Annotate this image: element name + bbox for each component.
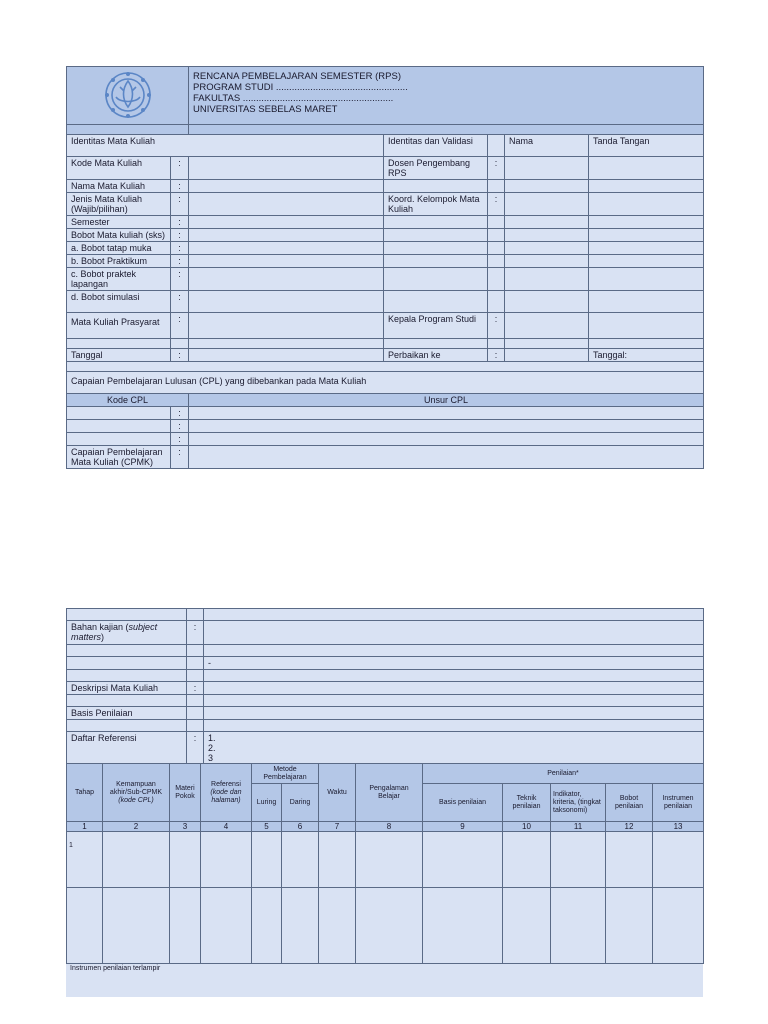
deskripsi-mk-field[interactable] (204, 682, 704, 695)
unsur-cpl-field[interactable] (189, 407, 704, 420)
colon: : (171, 349, 189, 362)
column-number: 11 (551, 822, 606, 832)
program-studi-line: PROGRAM STUDI .................................................. (193, 82, 408, 93)
kode-cpl-heading: Kode CPL (67, 394, 189, 407)
colon: : (171, 407, 189, 420)
column-number: 1 (67, 822, 103, 832)
bobot-mk-value[interactable] (189, 229, 384, 242)
bobot-tatap-muka-value[interactable] (189, 242, 384, 255)
kaprodi-nama-field[interactable] (505, 313, 589, 339)
column-number: 9 (423, 822, 503, 832)
table-cell[interactable] (503, 832, 551, 888)
colon: : (171, 180, 189, 193)
nama-mk-label: Nama Mata Kuliah (67, 180, 171, 193)
column-number: 3 (170, 822, 201, 832)
bullet-dash: - (204, 657, 704, 670)
column-number: 2 (103, 822, 170, 832)
tanda-tangan-column-heading: Tanda Tangan (589, 135, 704, 157)
tanggal-label: Tanggal (67, 349, 171, 362)
colon: : (171, 229, 189, 242)
table-row (67, 832, 704, 888)
column-number: 5 (252, 822, 282, 832)
tanggal-value[interactable] (189, 349, 384, 362)
bobot-praktek-lapangan-value[interactable] (189, 268, 384, 291)
bobot-mk-label: Bobot Mata kuliah (sks) (67, 229, 171, 242)
table-cell[interactable] (282, 888, 319, 964)
colon: : (171, 268, 189, 291)
colon: : (171, 313, 189, 339)
bobot-simulasi-value[interactable] (189, 291, 384, 313)
table-cell[interactable] (551, 888, 606, 964)
cpmk-label: Capaian Pembelajaran Mata Kuliah (CPMK) (67, 446, 171, 469)
daring-heading: Daring (282, 784, 319, 822)
basis-penilaian-heading: Basis penilaian (423, 784, 503, 822)
colon: : (488, 193, 505, 216)
colon: : (171, 291, 189, 313)
nama-column-heading: Nama (505, 135, 589, 157)
column-number: 4 (201, 822, 252, 832)
pengalaman-belajar-heading: Pengalaman Belajar (356, 764, 423, 822)
bobot-penilaian-heading: Bobot penilaian (606, 784, 653, 822)
colon: : (171, 255, 189, 268)
bahan-kajian-label: Bahan kajian (subject matters) (67, 621, 187, 645)
instrumen-footnote: Instrumen penilaian terlampir (66, 964, 703, 997)
bobot-tatap-muka-label: a. Bobot tatap muka (67, 242, 171, 255)
daftar-referensi-list[interactable] (204, 732, 704, 766)
teknik-penilaian-heading: Teknik penilaian (503, 784, 551, 822)
table-cell[interactable] (423, 888, 503, 964)
identitas-validasi-heading: Identitas dan Validasi (384, 135, 488, 157)
identitas-mk-heading: Identitas Mata Kuliah (67, 135, 384, 157)
koord-kelompok-label: Koord. Kelompok Mata Kuliah (384, 193, 488, 216)
table-cell[interactable] (606, 832, 653, 888)
bobot-simulasi-label: d. Bobot simulasi (67, 291, 171, 313)
bobot-praktikum-value[interactable] (189, 255, 384, 268)
column-number: 10 (503, 822, 551, 832)
colon: : (488, 157, 505, 180)
unsur-cpl-field[interactable] (189, 420, 704, 433)
column-number: 12 (606, 822, 653, 832)
indikator-heading: Indikator, kriteria, (tingkat taksonomi) (551, 784, 606, 822)
colon: : (488, 313, 505, 339)
table-cell[interactable] (103, 888, 170, 964)
basis-penilaian-field[interactable] (204, 707, 704, 720)
basis-penilaian-label: Basis Penilaian (67, 707, 187, 720)
table-cell[interactable] (356, 888, 423, 964)
referensi-item: 3 (208, 753, 214, 763)
column-number: 13 (653, 822, 704, 832)
rencana-pembelajaran-table (66, 763, 704, 964)
jenis-mk-label: Jenis Mata Kuliah (Wajib/pilihan) (67, 193, 171, 216)
table-cell[interactable] (67, 888, 103, 964)
colon: : (187, 682, 204, 695)
column-number: 7 (319, 822, 356, 832)
colon: : (171, 216, 189, 229)
fakultas-line: FAKULTAS ......................................................... (193, 93, 394, 104)
semester-label: Semester (67, 216, 171, 229)
bahan-kajian-field[interactable] (204, 621, 704, 645)
rps-identity-table (66, 66, 704, 469)
dosen-ttd-field[interactable] (589, 157, 704, 180)
table-row (67, 888, 704, 964)
jenis-mk-value[interactable] (189, 193, 384, 216)
kode-mk-value[interactable] (189, 157, 384, 180)
university-logo (67, 67, 189, 125)
table-cell[interactable] (170, 888, 201, 964)
referensi-heading: Referensi (kode dan halaman) (201, 764, 252, 822)
table-cell[interactable] (653, 832, 704, 888)
bobot-praktikum-label: b. Bobot Praktikum (67, 255, 171, 268)
kode-cpl-field[interactable] (67, 407, 171, 420)
semester-value[interactable] (189, 216, 384, 229)
kemampuan-akhir-heading: Kemampuan akhir/Sub-CPMK (kode CPL) (103, 764, 170, 822)
koord-nama-field[interactable] (505, 193, 589, 216)
table-cell[interactable] (103, 832, 170, 888)
table-cell[interactable] (201, 832, 252, 888)
kode-mk-label: Kode Mata Kuliah (67, 157, 171, 180)
colon: : (488, 349, 505, 362)
table-cell[interactable] (653, 888, 704, 964)
uns-logo-icon (98, 69, 158, 121)
luring-heading: Luring (252, 784, 282, 822)
table-cell[interactable] (319, 832, 356, 888)
colon: : (171, 157, 189, 180)
university-name: UNIVERSITAS SEBELAS MARET (193, 104, 338, 115)
colon: : (171, 242, 189, 255)
table-cell[interactable] (606, 888, 653, 964)
waktu-heading: Waktu (319, 764, 356, 822)
metode-pembelajaran-heading: Metode Pembelajaran (252, 764, 319, 784)
colon: : (187, 621, 204, 645)
penilaian-heading: Penilaian* (423, 764, 704, 784)
kepala-prodi-label: Kepala Program Studi (384, 313, 488, 339)
table-cell[interactable] (170, 832, 201, 888)
dosen-nama-field[interactable] (505, 157, 589, 180)
unsur-cpl-heading: Unsur CPL (189, 394, 704, 407)
document-title-block (189, 67, 704, 125)
table-cell[interactable] (282, 832, 319, 888)
kode-cpl-field[interactable] (67, 420, 171, 433)
column-number: 6 (282, 822, 319, 832)
rps-title: RENCANA PEMBELAJARAN SEMESTER (RPS) (193, 71, 401, 82)
perbaikan-ke-label: Perbaikan ke (384, 349, 488, 362)
table-cell[interactable] (201, 888, 252, 964)
colon: : (171, 420, 189, 433)
table-cell[interactable] (551, 832, 606, 888)
referensi-item: 1. (208, 733, 216, 743)
unsur-cpl-field[interactable] (189, 433, 704, 446)
daftar-referensi-label: Daftar Referensi (67, 732, 187, 766)
tahap-heading: Tahap (67, 764, 103, 822)
materi-pokok-heading: Materi Pokok (170, 764, 201, 822)
kaprodi-ttd-field[interactable] (589, 313, 704, 339)
nama-mk-value[interactable] (189, 180, 384, 193)
koord-ttd-field[interactable] (589, 193, 704, 216)
cpmk-field[interactable] (189, 446, 704, 469)
colon: : (171, 433, 189, 446)
mk-prasyarat-label: Mata Kuliah Prasyarat (67, 313, 171, 339)
column-number: 8 (356, 822, 423, 832)
perbaikan-ke-value[interactable] (505, 349, 589, 362)
instrumen-penilaian-heading: Instrumen penilaian (653, 784, 704, 822)
table-cell[interactable] (503, 888, 551, 964)
deskripsi-mk-label: Deskripsi Mata Kuliah (67, 682, 187, 695)
bobot-praktek-lapangan-label: c. Bobot praktek lapangan (67, 268, 171, 291)
cpl-section-title: Capaian Pembelajaran Lulusan (CPL) yang dibebankan pada Mata Kuliah (67, 372, 704, 394)
tanggal-perbaikan-label: Tanggal: (589, 349, 704, 362)
table-cell[interactable] (319, 888, 356, 964)
referensi-item: 2. (208, 743, 216, 753)
table-cell[interactable] (423, 832, 503, 888)
kode-cpl-field[interactable] (67, 433, 171, 446)
table-cell[interactable] (252, 888, 282, 964)
mk-prasyarat-value[interactable] (189, 313, 384, 339)
colon: : (171, 193, 189, 216)
table-cell[interactable] (356, 832, 423, 888)
colon: : (171, 446, 189, 469)
tahap-cell[interactable]: 1 (67, 832, 103, 888)
bahan-kajian-table (66, 608, 704, 766)
table-cell[interactable] (252, 832, 282, 888)
colon: : (187, 732, 204, 766)
dosen-pengembang-label: Dosen Pengembang RPS (384, 157, 488, 180)
